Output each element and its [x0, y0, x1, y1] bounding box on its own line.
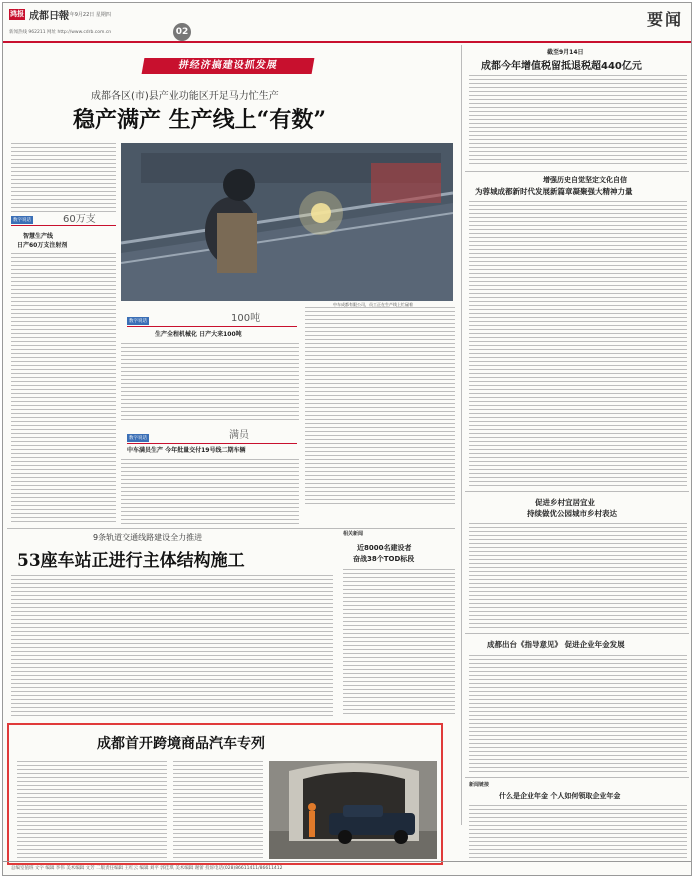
section-separator	[7, 528, 455, 529]
block1-stat: 60万支	[63, 214, 96, 225]
story2-body	[469, 201, 687, 487]
story5-headline: 什么是企业年金 个人如何领取企业年金	[499, 792, 621, 800]
story4-body	[469, 655, 687, 773]
page-number: 02	[173, 23, 191, 41]
story4-headline: 成都出台《指导意见》 促进企业年金发展	[487, 640, 625, 649]
story1-body	[469, 75, 687, 167]
block3-tag: 数字说话	[129, 436, 147, 441]
story2-headline-2: 为蓉城成都新时代发展新篇章凝聚强大精神力量	[475, 187, 633, 196]
rail-body	[11, 575, 333, 717]
lead-paragraph	[11, 143, 116, 213]
story5-body	[469, 805, 687, 859]
right-separator-1	[465, 171, 689, 172]
featured-body	[17, 761, 167, 859]
column-divider	[461, 45, 462, 825]
rail-kicker: 9条轨道交通线路建设全力推进	[93, 533, 203, 542]
right-separator-2	[465, 491, 689, 492]
right-separator-4	[465, 777, 689, 778]
block3-body	[121, 459, 299, 525]
block1-sub1: 智慧生产线	[23, 233, 54, 240]
block1-sub2: 日产60万支注射剂	[17, 242, 68, 249]
related-label: 相关新闻	[343, 531, 364, 537]
rail-headline: 53座车站正进行主体结构施工	[17, 551, 245, 571]
block3-stat: 满员	[229, 430, 249, 441]
featured-body-2	[173, 761, 263, 859]
block3-sub1: 中车满员生产 今年批量交付19号线二期车辆	[127, 447, 246, 454]
truck-photo-art	[269, 761, 437, 859]
story1-headline: 成都今年增值税留抵退税超440亿元	[481, 61, 642, 72]
related-line1: 近8000名建设者	[357, 544, 412, 552]
story5-label: 新闻链接	[469, 782, 490, 788]
newspaper-page	[2, 2, 692, 876]
paper-logo: 鸿报	[10, 10, 24, 18]
main-kicker: 成都各区(市)县产业功能区开足马力忙生产	[91, 91, 279, 102]
paper-meta: 新闻热线 962211 网址 http://www.cdrb.com.cn	[9, 30, 112, 35]
block1-body	[11, 253, 116, 523]
factory-photo-art	[121, 143, 453, 301]
featured-headline: 成都首开跨境商品汽车专列	[97, 736, 265, 752]
block2-body	[121, 343, 299, 423]
related-line2: 奋战38个TOD标段	[353, 555, 415, 563]
featured-box	[7, 723, 443, 865]
photo-caption: 中车成都有限公司，员工正在生产线上忙碌着	[333, 302, 413, 307]
masthead	[3, 3, 692, 43]
block2-tag: 数字说话	[129, 319, 147, 324]
page-footer: 总编室值班 文字 编辑 李伟 美术编辑 文芳 二版责任编辑 王红云 编辑 刘平 郭佳琪 美术编辑 谢蕾 投诉电话(028)86611411/86611412	[3, 861, 692, 875]
section-title: 要闻	[646, 10, 683, 29]
story3-headline-1: 促进乡村宜居宜业	[535, 498, 595, 507]
block2-sub1: 生产全程机械化 日产大来100吨	[155, 331, 242, 338]
main-headline: 稳产满产 生产线上“有数”	[73, 107, 326, 133]
issue-date: 2022年9月22日 星期四	[57, 12, 111, 18]
right-separator-3	[465, 633, 689, 634]
story3-headline-2: 持续做优公园城市乡村表达	[527, 509, 617, 518]
paper-name: 成都日報	[29, 11, 69, 22]
story3-body	[469, 523, 687, 629]
related-body	[343, 569, 455, 717]
block1-tag: 数字说话	[13, 218, 31, 223]
block3-tagline	[127, 433, 297, 444]
factory-photo	[121, 143, 453, 301]
block2-stat: 100吨	[231, 313, 261, 324]
block2-tagline	[127, 316, 297, 327]
topic-banner: 拼经济搞建设抓发展	[142, 58, 315, 74]
story1-kicker: 截至9月14日	[547, 49, 584, 56]
story2-headline-1: 增强历史自觉坚定文化自信	[543, 176, 627, 184]
middle-column-body	[305, 307, 455, 507]
truck-photo	[269, 761, 437, 859]
